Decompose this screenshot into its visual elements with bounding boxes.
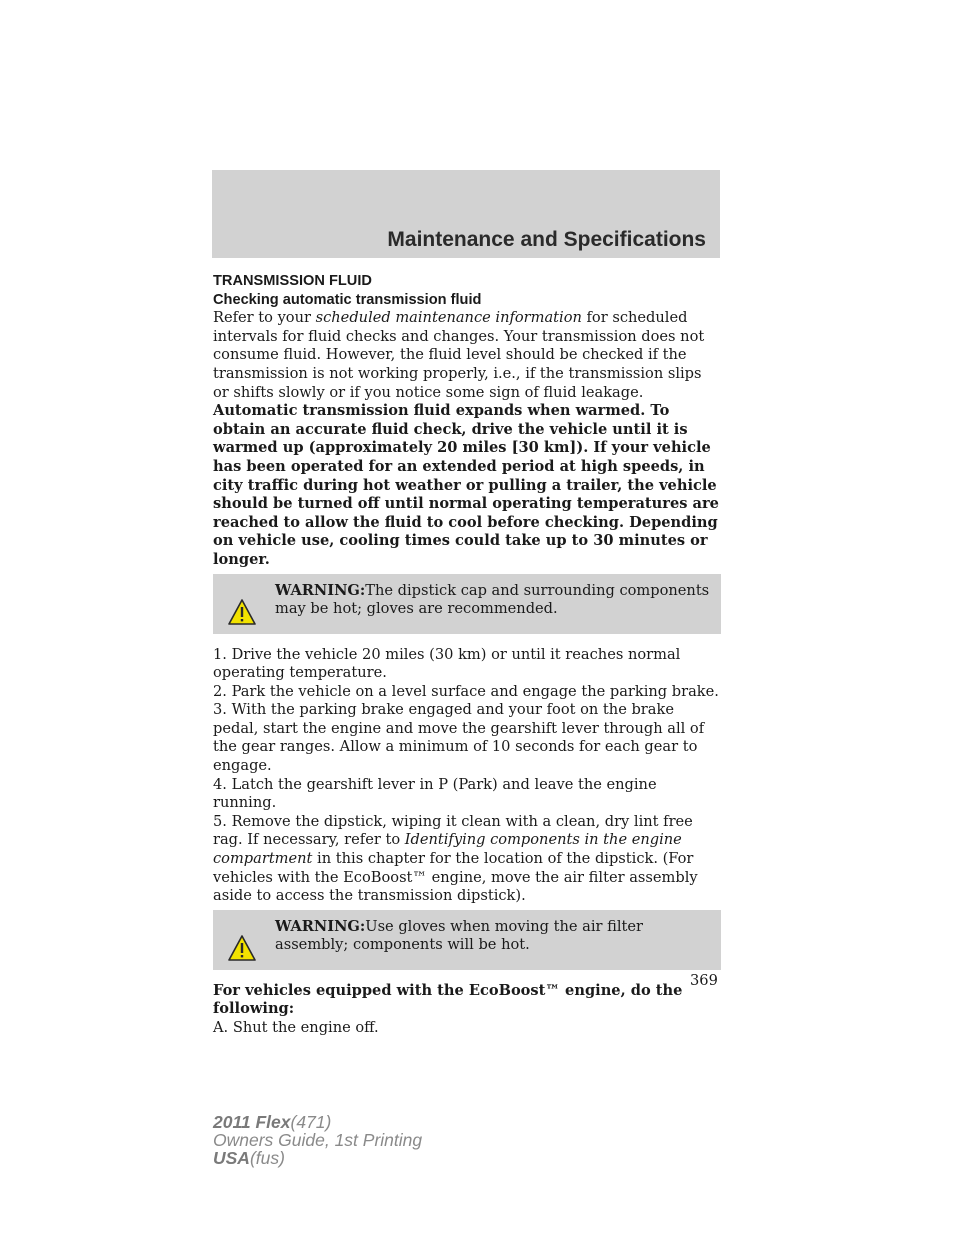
sub-heading: Checking automatic transmission fluid — [213, 291, 482, 308]
warning-triangle-icon — [227, 934, 257, 962]
step-3: 3. With the parking brake engaged and your foot on the brake pedal, start the engine and move the gearshift lever through all of the gear ranges. Allow a minimum of 10 seconds for each gear to engage. — [213, 701, 705, 775]
intro-text-end: for scheduled intervals for fluid checks and changes. Your transmission does not consume fluid. However, the fluid level should be checked if the transmission is not working properly, i.e., if the transmission slips or shifts slowly or if you notice some sign of fluid leakage. — [213, 309, 705, 401]
warning-message: Use gloves when moving the air filter assembly; components will be hot. — [275, 917, 644, 954]
ecoboost-heading: For vehicles equipped with the EcoBoost™ engine, do the following: — [213, 981, 683, 1018]
footer-code: (471) — [290, 1112, 332, 1132]
step-5-text-start: 5. Remove the dipstick, wiping it clean with a clean, dry lint free rag. If necessary, refer to — [213, 812, 693, 849]
step-5 — [213, 813, 721, 906]
intro-text-start: Refer to your — [213, 309, 316, 327]
step-5-text-end: in this chapter for the location of the dipstick. (For vehicles with the EcoBoost™ engine, move the air filter assembly aside to access the transmission dipstick). — [213, 850, 698, 905]
step-2: 2. Park the vehicle on a level surface and engage the parking brake. — [213, 682, 719, 700]
warning-triangle-icon — [227, 598, 257, 626]
fluid-expansion-notice: Automatic transmission fluid expands when warmed. To obtain an accurate fluid check, drive the vehicle until it is warmed up (approximately 20 miles [30 km]). If your vehicle has been operated for an extended period at high speeds, in city traffic during hot weather or pulling a trailer, the vehicle should be turned off until normal operating temperatures are reached to allow the fluid to cool before checking. Depending on vehicle use, cooling times could take up to 30 minutes or longer. — [213, 402, 719, 568]
page-number: 369 — [690, 972, 718, 989]
chapter-title: Maintenance and Specifications — [387, 228, 706, 251]
print-footer — [213, 1113, 422, 1167]
step-4: 4. Latch the gearshift lever in P (Park) and leave the engine running. — [213, 775, 657, 812]
warning-label: WARNING: — [275, 581, 366, 599]
page-content — [213, 272, 721, 1038]
section-heading: TRANSMISSION FLUID — [213, 273, 372, 289]
step-a: A. Shut the engine off. — [213, 1019, 379, 1036]
warning-label: WARNING: — [275, 917, 366, 935]
footer-line-1 — [213, 1113, 422, 1131]
intro-reference: scheduled maintenance information — [315, 309, 582, 327]
step-1: 1. Drive the vehicle 20 miles (30 km) or until it reaches normal operating temperature. — [213, 645, 681, 682]
warning-box-dipstick — [213, 574, 721, 634]
footer-model: 2011 Flex — [213, 1112, 291, 1132]
warning-box-gloves — [213, 910, 721, 970]
chapter-header — [212, 170, 720, 258]
warning-message: The dipstick cap and surrounding components may be hot; gloves are recommended. — [275, 581, 710, 618]
footer-line-3 — [213, 1149, 422, 1167]
warning-text — [275, 918, 711, 955]
footer-market: USA — [213, 1148, 250, 1168]
warning-text — [275, 582, 711, 619]
step-5-reference: Identifying components in the engine compartment — [213, 831, 682, 868]
intro-paragraph — [213, 309, 721, 402]
footer-line-2: Owners Guide, 1st Printing — [213, 1130, 423, 1150]
footer-market-code: (fus) — [249, 1148, 285, 1168]
